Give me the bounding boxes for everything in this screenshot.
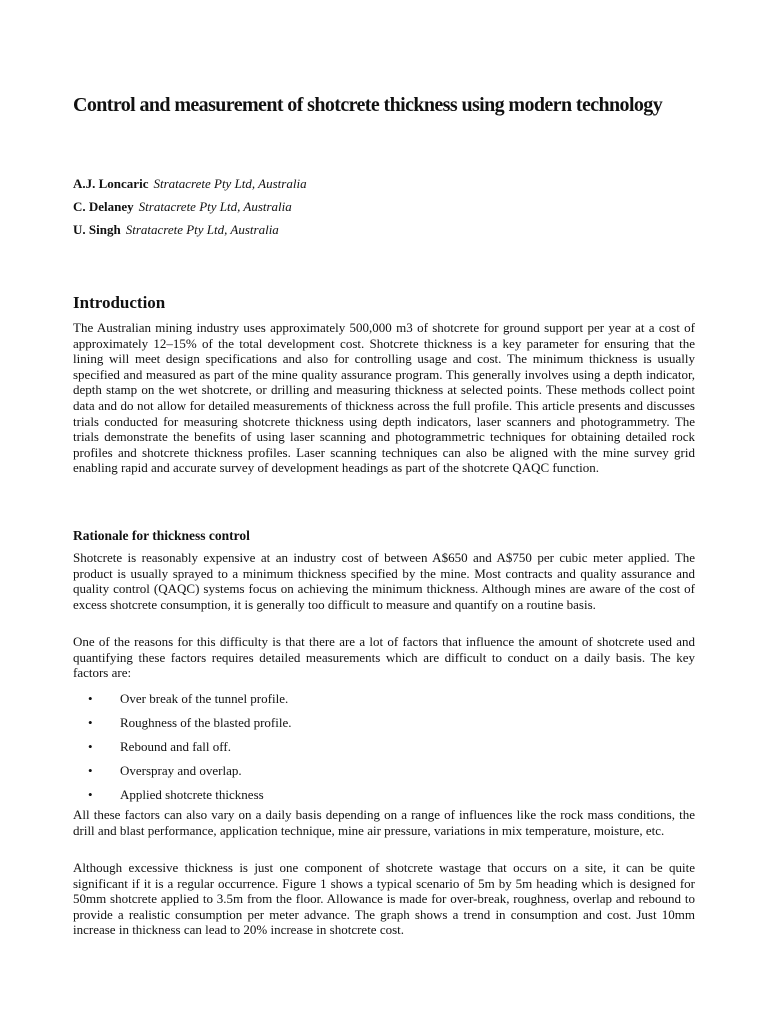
author-entry (73, 172, 307, 195)
rationale-paragraph-1: Shotcrete is reasonably expensive at an industry cost of between A$650 and A$750 per cubic meter applied. The product is usually sprayed to a minimum thickness specified by the mine. Most contracts and quality assurance and quality control (QAQC) systems focus on achieving the minimum thickness. Although mines are aware of the cost of excess shotcrete consumption, it is generally too difficult to measure and quantify on a routine basis. (73, 550, 695, 612)
author-affiliation: Stratacrete Pty Ltd, Australia (153, 176, 307, 191)
key-factors-list (73, 687, 292, 807)
list-item (73, 759, 292, 783)
introduction-paragraph: The Australian mining industry uses approximately 500,000 m3 of shotcrete for ground support per year at a cost of approximately 12–15% of the total development cost. Shotcrete thickness is a key parameter for ensuring that the lining will meet design specifications and also for controlling usage and cost. The minimum thickness is usually specified and measured as part of the mine quality assurance program. This generally involves using a depth indicator, depth stamp on the wet shotcrete, or drilling and measuring thickness at selected points. These methods collect point data and do not allow for detailed measurements of thickness across the full profile. This article presents and discusses trials conducted for measuring shotcrete thickness using depth indicators, laser scanners and photogrammetry. The trials demonstrate the benefits of using laser scanning and photogrammetric techniques for obtaining detailed rock profiles and shotcrete thickness profiles. Laser scanning techniques can also be aligned with the mine survey grid enabling rapid and accurate survey of development headings as part of the shotcrete QAQC function. (73, 320, 695, 476)
rationale-heading: Rationale for thickness control (73, 528, 250, 543)
list-item-text: Applied shotcrete thickness (120, 787, 264, 802)
list-item (73, 735, 292, 759)
bullet-icon: • (88, 715, 93, 730)
author-name: U. Singh (73, 222, 121, 237)
list-item-text: Over break of the tunnel profile. (120, 691, 289, 706)
list-item (73, 687, 292, 711)
author-affiliation: Stratacrete Pty Ltd, Australia (138, 199, 292, 214)
bullet-icon: • (88, 763, 93, 778)
author-name: C. Delaney (73, 199, 134, 214)
author-affiliation: Stratacrete Pty Ltd, Australia (125, 222, 279, 237)
author-list (73, 172, 307, 241)
bullet-icon: • (88, 739, 93, 754)
author-name: A.J. Loncaric (73, 176, 149, 191)
list-item (73, 711, 292, 735)
list-item-text: Overspray and overlap. (120, 763, 242, 778)
bullet-icon: • (88, 691, 93, 706)
list-item (73, 783, 292, 807)
bullet-icon: • (88, 787, 93, 802)
paper-title: Control and measurement of shotcrete thickness using modern technology (73, 94, 663, 116)
rationale-paragraph-2: One of the reasons for this difficulty is that there are a lot of factors that influence the amount of shotcrete used and quantifying these factors requires detailed measurements which are difficult to conduct on a daily basis. The key factors are: (73, 634, 695, 681)
introduction-heading: Introduction (73, 293, 166, 312)
list-item-text: Roughness of the blasted profile. (120, 715, 292, 730)
author-entry (73, 218, 307, 241)
rationale-paragraph-4: Although excessive thickness is just one component of shotcrete wastage that occurs on a site, it can be quite significant if it is a regular occurrence. Figure 1 shows a typical scenario of 5m by 5m heading which is designed for 50mm shotcrete applied to 3.5m from the floor. Allowance is made for over-break, roughness, overlap and rebound to provide a realistic consumption per meter advance. The graph shows a trend in consumption and cost. Just 10mm increase in thickness can lead to 20% increase in shotcrete cost. (73, 860, 695, 938)
author-entry (73, 195, 307, 218)
rationale-paragraph-3: All these factors can also vary on a daily basis depending on a range of influences like the rock mass conditions, the drill and blast performance, application technique, mine air pressure, variations in mix temperature, moisture, etc. (73, 807, 695, 838)
list-item-text: Rebound and fall off. (120, 739, 231, 754)
